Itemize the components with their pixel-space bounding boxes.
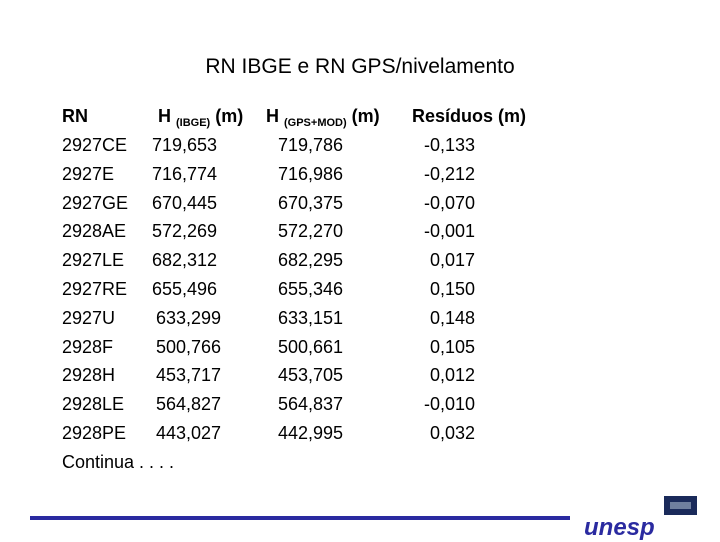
header-h-ibge — [158, 105, 243, 134]
cell-rn: 2928F — [62, 336, 114, 357]
cell-residuo: 0,012 — [429, 365, 475, 386]
header-h-gps-main: H — [266, 106, 284, 126]
cell-h-ibge: 655,496 — [152, 279, 218, 299]
cell-h-ibge: 572,269 — [152, 221, 218, 242]
cell-h-gps: 453,705 — [278, 365, 344, 386]
cell-h-ibge: 500,766 — [156, 336, 222, 357]
cell-h-gps: 682,295 — [278, 250, 344, 271]
cell-rn: 2928H — [62, 365, 116, 386]
unesp-logo: unesp — [584, 514, 655, 541]
page-title: RN IBGE e RN GPS/nivelamento — [205, 55, 515, 78]
cell-h-ibge: 719,653 — [152, 135, 218, 155]
cell-h-gps: 716,986 — [278, 163, 344, 184]
cell-rn: 2928PE — [62, 423, 127, 443]
cell-residuo: 0,032 — [429, 423, 475, 443]
cell-h-ibge: 716,774 — [152, 163, 218, 184]
header-h-ibge-unit: (m) — [210, 106, 244, 126]
header-h-ibge-sub: (IBGE) — [176, 117, 211, 129]
cell-residuo: -0,133 — [423, 135, 475, 155]
cell-h-gps: 500,661 — [278, 336, 344, 357]
cell-h-ibge: 682,312 — [152, 250, 218, 271]
cell-h-gps: 442,995 — [278, 423, 344, 443]
cell-residuo: -0,070 — [423, 192, 475, 213]
header-h-gps-unit: (m) — [346, 106, 380, 126]
cell-residuo: 0,148 — [429, 307, 475, 328]
cell-rn: 2928LE — [62, 394, 125, 415]
cell-residuo: 0,105 — [429, 336, 475, 357]
cell-rn: 2927E — [62, 163, 115, 184]
cell-h-ibge: 633,299 — [156, 307, 222, 328]
cell-residuo: 0,017 — [429, 250, 475, 271]
header-h-gps-sub: (GPS+MOD) — [284, 117, 347, 129]
cell-h-ibge: 443,027 — [156, 423, 222, 443]
cell-rn: 2927U — [62, 307, 116, 328]
cell-rn: 2927RE — [62, 279, 128, 299]
cell-rn: 2928AE — [62, 221, 127, 242]
cell-h-ibge: 453,717 — [156, 365, 222, 386]
header-residuos: Resíduos (m) — [412, 106, 527, 126]
cell-h-gps: 564,837 — [278, 394, 344, 415]
cell-rn: 2927GE — [62, 192, 129, 213]
cell-rn: 2927CE — [62, 135, 128, 155]
cell-h-gps: 670,375 — [278, 192, 344, 213]
logo-mark-icon — [664, 496, 697, 515]
header-h-ibge-main: H — [158, 106, 176, 126]
continua-text: Continua . . . . — [62, 452, 175, 472]
cell-h-ibge: 670,445 — [152, 192, 218, 213]
cell-h-gps: 655,346 — [278, 279, 344, 299]
cell-residuo: -0,001 — [423, 221, 475, 242]
header-rn: RN — [62, 106, 88, 126]
cell-h-ibge: 564,827 — [156, 394, 222, 415]
cell-h-gps: 572,270 — [278, 221, 344, 242]
cell-residuo: 0,150 — [429, 279, 475, 299]
cell-residuo: -0,010 — [423, 394, 475, 415]
cell-residuo: -0,212 — [423, 163, 475, 184]
cell-rn: 2927LE — [62, 250, 125, 271]
cell-h-gps: 633,151 — [278, 307, 344, 328]
cell-h-gps: 719,786 — [278, 135, 344, 155]
footer-rule — [30, 516, 570, 520]
header-h-gps — [266, 105, 380, 134]
